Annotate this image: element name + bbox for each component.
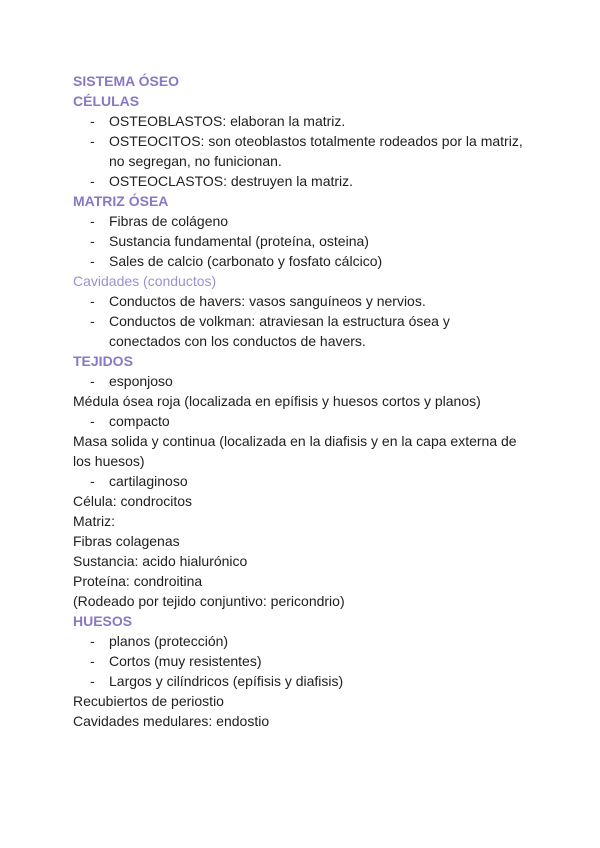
list-item-text: esponjoso [109,373,173,389]
list-item-text: Fibras de colágeno [109,213,229,229]
title-sistema-oseo: SISTEMA ÓSEO [73,73,180,89]
list-item-text: Sustancia fundamental (proteína, osteina) [109,233,369,249]
list-item [73,311,523,351]
bullet-dash: - [90,633,95,649]
list-item [73,251,523,271]
list-item-text: OSTEOCITOS: son oteoblastos totalmente rodeados por la matriz, no segregan, no funicionan. [109,133,523,169]
list-item-text: planos (protección) [109,633,229,649]
list-item-text: Largos y cilíndricos (epífisis y diafisis) [109,673,344,689]
paragraph: Proteína: condroitina [73,573,203,589]
bullet-dash: - [90,253,95,269]
list-item [73,211,523,231]
list-item-text: compacto [109,413,170,429]
list-item [73,631,523,651]
bullet-dash: - [90,313,95,329]
paragraph: Masa solida y continua (localizada en la diafisis y en la capa externa de los huesos) [73,433,517,469]
list-item-text: Conductos de havers: vasos sanguíneos y nervios. [109,293,426,309]
list-item-text: cartilaginoso [109,473,188,489]
paragraph: Médula ósea roja (localizada en epífisis y huesos cortos y planos) [73,393,481,409]
list-item-text: Sales de calcio (carbonato y fosfato cálcico) [109,253,383,269]
list-item [73,471,523,491]
list-item-text: Cortos (muy resistentes) [109,653,262,669]
heading-matriz-osea: MATRIZ ÓSEA [73,193,169,209]
bullet-dash: - [90,233,95,249]
list-item [73,291,523,311]
list-item [73,231,523,251]
bullet-dash: - [90,213,95,229]
bullet-dash: - [90,473,95,489]
list-item [73,671,523,691]
list-item [73,131,523,171]
bullet-dash: - [90,293,95,309]
list-item [73,171,523,191]
bullet-dash: - [90,673,95,689]
heading-tejidos: TEJIDOS [73,353,133,369]
bullet-dash: - [90,113,95,129]
bullet-dash: - [90,173,95,189]
heading-cavidades: Cavidades (conductos) [73,273,217,289]
list-item [73,411,523,431]
paragraph: Cavidades medulares: endostio [73,713,270,729]
bullet-dash: - [90,133,95,149]
heading-huesos: HUESOS [73,613,133,629]
paragraph: Recubiertos de periostio [73,693,224,709]
paragraph: Fibras colagenas [73,533,180,549]
document-page [73,71,523,731]
list-item-text: OSTEOCLASTOS: destruyen la matriz. [109,173,354,189]
list-item [73,371,523,391]
paragraph: Matriz: [73,513,115,529]
list-item [73,651,523,671]
list-item-text: Conductos de volkman: atraviesan la estructura ósea y conectados con los conductos de havers. [109,313,450,349]
paragraph: Sustancia: acido hialurónico [73,553,248,569]
bullet-dash: - [90,653,95,669]
list-item [73,111,523,131]
bullet-dash: - [90,373,95,389]
list-item-text: OSTEOBLASTOS: elaboran la matriz. [109,113,346,129]
heading-celulas: CÉLULAS [73,93,140,109]
bullet-dash: - [90,413,95,429]
paragraph: (Rodeado por tejido conjuntivo: pericondrio) [73,593,345,609]
paragraph: Célula: condrocitos [73,493,193,509]
